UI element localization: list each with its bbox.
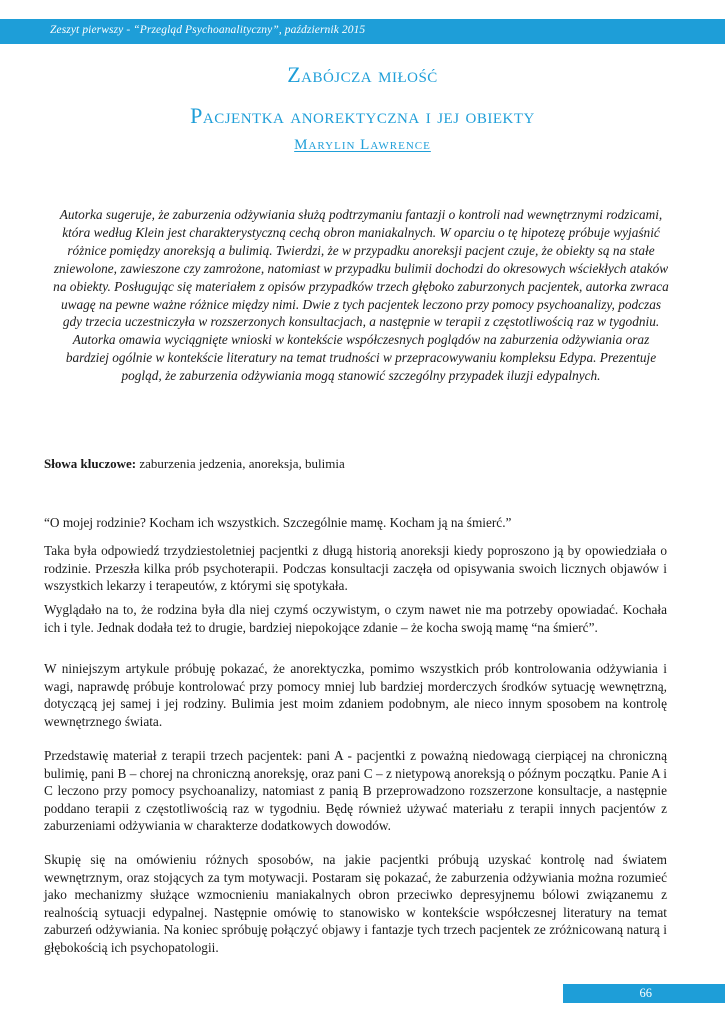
article-subtitle: Pacjentka anorektyczna i jej obiekty bbox=[190, 103, 535, 128]
body-paragraph-text: Przedstawię materiał z terapii trzech pacjentek: pani A - pacjentki z poważną niedowagą cierpiącej na chroniczną bulimię, pani B – chorej na chroniczną anoreksję, oraz pani C – z nietypową anoreksją o późnym początku. Panie A i C leczono przy pomocy psychoanalizy, natomiast z panią B przeprowadzono rozszerzone konsultacje, a następnie poddano terapii z częstotliwością raz w tygodniu. Będę również używać materiału z terapii innych pacjentów z zaburzeniami odżywiania w charakterze dodatkowych dowodów. bbox=[44, 748, 667, 834]
running-header-title: Zeszyt pierwszy - “Przegląd Psychoanalityczny”, październik 2015 bbox=[50, 24, 366, 36]
keywords-label: Słowa kluczowe: bbox=[44, 456, 137, 471]
body-paragraph bbox=[44, 747, 667, 835]
opening-quote-text: “O mojej rodzinie? Kocham ich wszystkich. Szczególnie mamę. Kocham ją na śmierć.” bbox=[44, 515, 512, 530]
body-paragraph bbox=[44, 851, 667, 957]
keywords bbox=[44, 456, 680, 472]
body-paragraph-text: W niniejszym artykule próbuję pokazać, że anorektyczka, pomimo wszystkich prób kontrolowania odżywiania i wagi, naprawdę próbuje kontrolować przy pomocy mniej lub bardziej morderczych środków sytuację wewnętrzną, dotyczącą jej samej i jej rodziny. Bulimia jest moim zdaniem podobnym, ale nieco innym sposobem na kontrolę wewnętrznego świata. bbox=[44, 661, 667, 729]
body-paragraph-text: Taka była odpowiedź trzydziestoletniej pacjentki z długą historią anoreksji kiedy poproszono ją by opowiedziała o rodzinie. Przeszła kilka prób psychoterapii. Podczas konsultacji zaczęła od opisywania swoich licznych objawów i wszystkich lekarzy i terapeutów, z którymi się spotykała. bbox=[44, 543, 667, 594]
abstract bbox=[50, 206, 672, 385]
running-header-bar bbox=[0, 19, 725, 44]
body-paragraph-text: Skupię się na omówieniu różnych sposobów, na jakie pacjentki próbują uzyskać kontrolę nad światem wewnętrznym, oraz stojących za tym motywacji. Postaram się pokazać, że zaburzenia odżywiania można rozumieć jako mechanizmy służące wzmocnieniu maniakalnych obron przeciwko depresyjnemu bólowi związanemu z realnością sytuacji edypalnej. Następnie omówię to stanowisko w kontekście współczesnej literatury na temat zaburzeń odżywiania. Na koniec spróbuję połączyć objawy i fantazje tych trzech pacjentek ze zróżnicowaną naturą i głębokością ich psychopatologii. bbox=[44, 852, 667, 955]
page-number: 66 bbox=[639, 986, 652, 1000]
body-paragraph bbox=[44, 601, 667, 636]
article-title: Zabójcza miłość bbox=[287, 62, 438, 87]
body-paragraph bbox=[44, 542, 667, 595]
body-paragraph-text: Wyglądało na to, że rodzina była dla niej czymś oczywistym, o czym nawet nie ma potrzeby opowiadać. Kochała ich i tyle. Jednak dodała też to drugie, bardziej niepokojące zdanie – że kocha swoją mamę “na śmierć”. bbox=[44, 602, 667, 635]
body-paragraph bbox=[44, 660, 667, 730]
author-name: Marylin Lawrence bbox=[294, 137, 431, 153]
abstract-text: Autorka sugeruje, że zaburzenia odżywiania służą podtrzymaniu fantazji o kontroli nad wewnętrznymi rodzicami, która według Klein jest charakterystyczną cechą obron maniakalnych. W oparciu o tę hipotezę próbuje wyjaśnić różnice pomiędzy anoreksją a bulimią. Twierdzi, że w przypadku anoreksji pacjent czuje, że obiekty są na stałe zniewolone, zawieszone czy zamrożone, natomiast w przypadku bulimii dochodzi do okresowych wściekłych ataków na obiekty. Posługując się materiałem z opisów przypadków trzech głęboko zaburzonych pacjentek, autorka zwraca uwagę na pewne ważne różnice między nimi. Dwie z tych pacjentek leczono przy pomocy psychoanalizy, podczas gdy trzecia uczestniczyła w rozszerzonych konsultacjach, a następnie w terapii z częstotliwością raz w tygodniu. Autorka omawia wyciągnięte wnioski w kontekście współczesnych poglądów na zaburzenia odżywiania oraz bardziej ogólnie w kontekście literatury na temat trudności w przepracowywaniu kompleksu Edypa. Prezentuje pogląd, że zaburzenia odżywiania mogą stanowić szczególny przypadek iluzji edypalnych. bbox=[53, 207, 669, 384]
opening-quote bbox=[44, 514, 667, 532]
page-number-bar bbox=[563, 984, 725, 1003]
keywords-value: zaburzenia jedzenia, anoreksja, bulimia bbox=[139, 456, 345, 471]
